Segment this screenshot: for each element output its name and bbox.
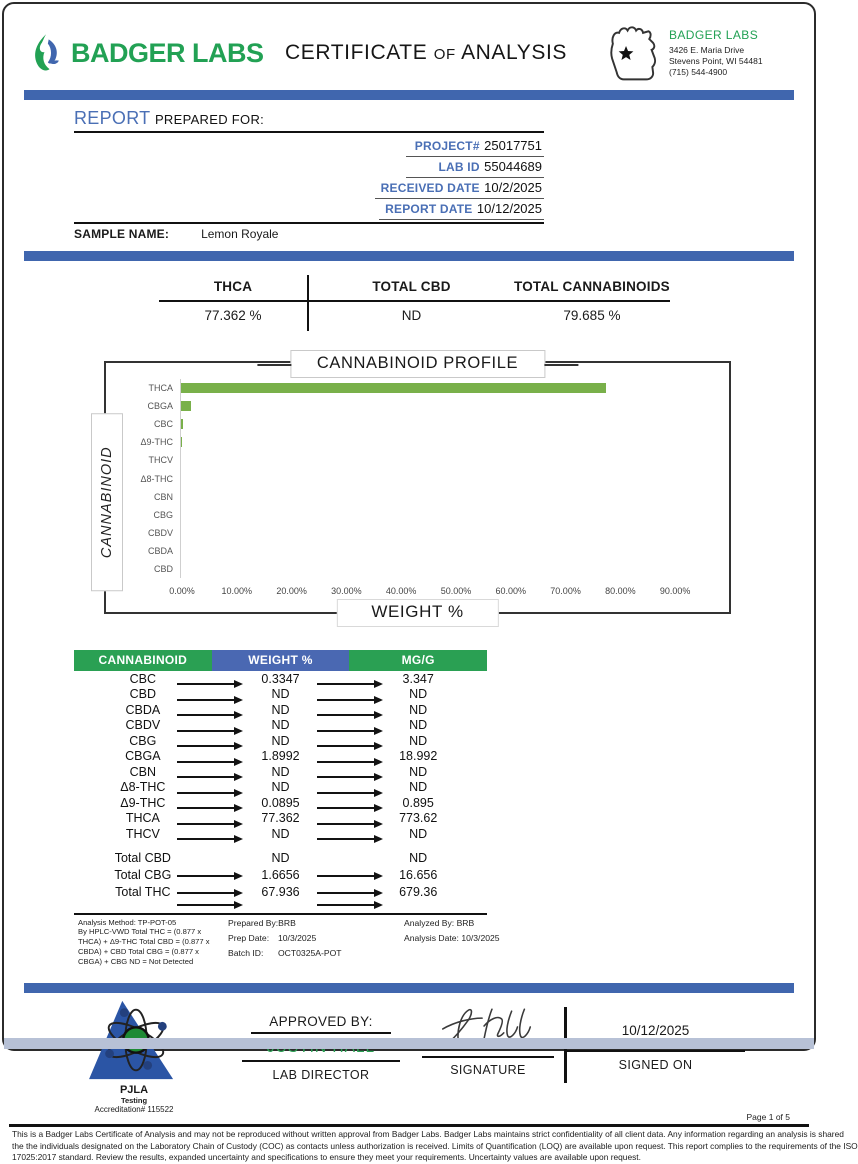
signature-label: SIGNATURE (450, 1062, 526, 1077)
report-fields (74, 137, 544, 220)
weight-value: 0.0895 (261, 795, 300, 810)
analyte-name: CBN (129, 764, 157, 779)
pjla-accreditation-block (74, 997, 194, 1114)
total-name: Total THC (115, 885, 171, 899)
chart-bar (181, 401, 191, 411)
signed-on-date: 10/12/2025 (567, 1013, 745, 1052)
arrow-icon (317, 730, 381, 732)
divider-bar (24, 983, 794, 993)
chart-plot-area (108, 379, 719, 596)
total-weight-value: 67.936 (261, 885, 300, 899)
logo-text: BADGER LABS (71, 37, 264, 68)
header (30, 22, 790, 84)
chart-x-axis-label: WEIGHT % (336, 599, 498, 627)
analyte-name: THCV (125, 826, 160, 841)
weight-value: ND (271, 826, 290, 841)
chart-x-tick-label: 10.00% (221, 586, 253, 596)
chart-y-axis-label-box (91, 413, 123, 591)
table-row (74, 702, 487, 718)
total-mgg-value: ND (409, 851, 428, 865)
arrow-icon (177, 776, 241, 778)
analysis-method-block (78, 918, 220, 967)
arrow-icon (177, 699, 241, 701)
signed-on-label: SIGNED ON (618, 1057, 693, 1072)
chart-bar-track (180, 506, 719, 524)
column-header-weight: WEIGHT % (212, 650, 350, 671)
chart-x-tick-label: 20.00% (276, 586, 307, 596)
chart-bar-track (180, 415, 719, 433)
total-weight-value: ND (271, 851, 290, 865)
chart-title: CANNABINOID PROFILE (290, 350, 545, 378)
sample-name-label: SAMPLE NAME: (74, 227, 170, 241)
summary-value: ND (401, 308, 422, 323)
report-field-value: 25017751 (484, 138, 542, 153)
prepared-by-block (228, 918, 378, 967)
arrow-icon (317, 875, 381, 877)
chart-bar (181, 419, 183, 429)
chart-category-label: Δ9-THC (140, 437, 173, 448)
weight-value: ND (271, 718, 290, 733)
chart-bar-track (180, 397, 719, 415)
total-mgg-value: 16.656 (399, 868, 438, 882)
mgg-value: 773.62 (399, 811, 438, 826)
chart-y-axis-label: CANNABINOID (99, 445, 115, 558)
table-row (74, 764, 487, 780)
sample-name-row (74, 222, 544, 241)
chart-category-label: Δ8-THC (140, 473, 173, 484)
prepared-by-value: BRB (278, 917, 296, 928)
chart-bar-row (108, 542, 719, 560)
chart-bar-track (180, 488, 719, 506)
table-total-row (74, 867, 487, 884)
table-total-row (74, 850, 487, 867)
table-row (74, 733, 487, 749)
weight-value: 77.362 (261, 811, 300, 826)
arrow-icon (317, 714, 381, 716)
chart-x-tick-label: 90.00% (659, 586, 691, 596)
arrow-icon (177, 807, 241, 809)
pjla-testing-label: Testing (120, 1095, 148, 1105)
table-bottom-rule (74, 913, 487, 915)
report-title-word: REPORT (74, 108, 151, 128)
report-field-row (74, 137, 544, 157)
arrow-icon (177, 823, 241, 825)
chart-bar-row (108, 560, 719, 578)
cannabinoid-profile-chart (99, 354, 731, 621)
chart-bar-row (108, 524, 719, 542)
mgg-value: 0.895 (402, 795, 434, 810)
summary-header: THCA (159, 275, 307, 302)
table-row (74, 780, 487, 796)
arrow-icon (177, 714, 241, 716)
disclaimer-line: This is a Badger Labs Certificate of Analysis and may not be reproduced without written approval from Badger Labs. Badger Labs maintains strict confidentiality of all client data. Any information regarding an analysis is shared (12, 1128, 844, 1139)
prep-date-label: Prep Date: (228, 932, 270, 943)
chart-bar-row (108, 397, 719, 415)
chart-category-label: CBN (153, 491, 173, 502)
results-table-totals (74, 850, 487, 901)
analyte-name: CBD (129, 687, 157, 702)
chart-category-label: CBDV (147, 527, 173, 538)
report-section-title (74, 108, 544, 133)
chart-bar-track (180, 451, 719, 469)
approved-by-label: APPROVED BY: (251, 1014, 390, 1034)
arrow-icon (177, 892, 241, 894)
mgg-value: 18.992 (399, 749, 438, 764)
report-field-label: PROJECT# (414, 139, 480, 153)
methods-section (78, 918, 814, 967)
prepared-by-label: Prepared By: (228, 917, 279, 928)
footer-disclaimer (9, 1124, 858, 1164)
chart-bar-track (180, 379, 719, 397)
disclaimer-line: 17025:2017 standard. Review the results, expanded uncertainty and specifications to ensure they meet your requirements. Uncertainty values are available upon request. (12, 1152, 641, 1163)
report-field-value: 55044689 (484, 159, 542, 174)
pjla-accreditation-number: Accreditation# 115522 (94, 1104, 174, 1114)
page-title (250, 41, 602, 65)
chart-bar (181, 383, 606, 393)
wisconsin-map-icon (602, 21, 664, 85)
arrow-icon (177, 745, 241, 747)
analyte-name: CBDV (125, 718, 161, 733)
leaf-icon (30, 32, 64, 74)
table-row (74, 811, 487, 827)
lab-address-line1: 3426 E. Maria Drive (669, 44, 745, 55)
arrow-icon (317, 792, 381, 794)
analysis-method: Analysis Method: TP-POT-05 (78, 917, 177, 927)
method-description: By HPLC-VWD Total THC = (0.877 x THCA) + Δ9-THC Total CBD = (0.877 x CBDA) + CBD Total CBG = (0.877 x CBGA) + CBG ND = Not Detected (78, 927, 210, 966)
chart-bar-row (108, 415, 719, 433)
lab-name: BADGER LABS (669, 28, 759, 43)
report-field-row (74, 179, 544, 199)
chart-bars (108, 379, 719, 578)
chart-bar (181, 437, 182, 447)
chart-bar-row (108, 469, 719, 487)
report-field-label: RECEIVED DATE (380, 181, 480, 195)
table-row (74, 795, 487, 811)
weight-value: ND (271, 764, 290, 779)
chart-category-label: CBC (153, 419, 173, 430)
mgg-value: ND (409, 780, 428, 795)
prep-date-value: 10/3/2025 (278, 932, 317, 943)
results-table-rows (74, 671, 487, 842)
arrow-icon (177, 838, 241, 840)
report-field-row (74, 200, 544, 220)
trailing-arrows-row (74, 901, 487, 911)
chart-bar-row (108, 451, 719, 469)
batch-id-label: Batch ID: (228, 947, 264, 958)
chart-bar-row (108, 506, 719, 524)
chart-category-label: CBG (153, 509, 173, 520)
chart-x-tick-label: 40.00% (385, 586, 417, 596)
divider-bar (24, 90, 794, 100)
chart-x-tick-label: 30.00% (331, 586, 362, 596)
certificate-page (2, 2, 858, 1163)
lab-phone: (715) 544-4900 (669, 66, 728, 77)
page-bottom-strip (4, 1038, 814, 1049)
arrow-icon (177, 875, 241, 877)
report-field-label: LAB ID (438, 160, 480, 174)
analyzed-by-value: BRB (456, 917, 475, 928)
analyzed-by-block (404, 918, 564, 967)
mgg-value: ND (409, 718, 428, 733)
chart-bar-row (108, 379, 719, 397)
weight-value: ND (271, 702, 290, 717)
chart-bar-track (180, 542, 719, 560)
chart-category-label: THCV (148, 455, 173, 466)
mgg-value: ND (409, 687, 428, 702)
chart-x-tick-label: 50.00% (440, 586, 472, 596)
total-weight-value: 1.6656 (261, 868, 300, 882)
batch-id-value: OCT0325A-POT (278, 947, 342, 958)
chart-x-tick-label: 70.00% (550, 586, 581, 596)
table-total-row (74, 884, 487, 901)
summary-table (159, 275, 814, 331)
sample-name-value: Lemon Royale (201, 227, 279, 241)
arrow-icon (317, 892, 381, 894)
report-field-value: 10/12/2025 (476, 201, 542, 216)
chart-bar-row (108, 433, 719, 451)
analyzed-by-label: Analyzed By: (404, 917, 455, 928)
chart-x-axis-ticks (169, 586, 719, 600)
total-name: Total CBD (114, 851, 171, 865)
column-header-cannabinoid: CANNABINOID (74, 650, 212, 671)
badger-labs-logo (30, 32, 264, 74)
title-word-certificate: CERTIFICATE (284, 41, 428, 64)
arrow-icon (317, 699, 381, 701)
arrow-icon (317, 838, 381, 840)
analyte-name: Δ8-THC (120, 780, 166, 795)
summary-header: TOTAL CBD (309, 275, 514, 302)
arrow-icon (317, 823, 381, 825)
total-name: Total CBG (114, 868, 172, 882)
total-mgg-value: 679.36 (399, 885, 438, 899)
title-word-analysis: ANALYSIS (461, 41, 568, 64)
analyte-name: Δ9-THC (120, 795, 166, 810)
table-row (74, 671, 487, 687)
arrow-icon (317, 683, 381, 685)
chart-x-tick-label: 0.00% (169, 586, 195, 596)
chart-category-label: THCA (148, 383, 173, 394)
weight-value: ND (271, 687, 290, 702)
analyte-name: CBC (129, 671, 157, 686)
arrow-icon (177, 904, 241, 906)
summary-column (159, 275, 309, 331)
lab-address-line2: Stevens Point, WI 54481 (669, 55, 763, 66)
arrow-icon (317, 904, 381, 906)
arrow-icon (317, 776, 381, 778)
analysis-date-value: 10/3/2025 (461, 932, 500, 943)
summary-value: 77.362 % (204, 308, 262, 323)
chart-bar-track (180, 524, 719, 542)
lab-contact-block (602, 21, 790, 85)
weight-value: 0.3347 (261, 671, 300, 686)
results-table-header (74, 650, 487, 671)
report-field-value: 10/2/2025 (484, 180, 542, 195)
weight-value: ND (271, 780, 290, 795)
summary-value: 79.685 % (563, 308, 621, 323)
summary-column (514, 275, 670, 331)
chart-category-label: CBD (153, 563, 173, 574)
weight-value: ND (271, 733, 290, 748)
analyte-name: CBDA (125, 702, 161, 717)
arrow-icon (317, 807, 381, 809)
weight-value: 1.8992 (261, 749, 300, 764)
arrow-icon (317, 745, 381, 747)
chart-bar-row (108, 488, 719, 506)
arrow-icon (177, 761, 241, 763)
mgg-value: ND (409, 826, 428, 841)
arrow-icon (317, 761, 381, 763)
summary-header: TOTAL CANNABINOIDS (514, 275, 670, 302)
arrow-icon (177, 683, 241, 685)
analyte-name: CBG (129, 733, 157, 748)
disclaimer-line: the the individuals designated on the Laboratory Chain of Custody (COC) as contacts unless authorization is received. Limits of Quantification (LOQ) are available upon request. This report complies to the requirements of the ISO (12, 1140, 858, 1151)
chart-x-tick-label: 80.00% (605, 586, 636, 596)
approval-section (74, 997, 814, 1122)
title-word-of: OF (433, 46, 456, 63)
chart-bar-track (180, 469, 719, 487)
report-field-label: REPORT DATE (385, 202, 473, 216)
table-row (74, 718, 487, 734)
results-table (74, 650, 487, 915)
table-row (74, 687, 487, 703)
arrow-icon (177, 730, 241, 732)
analyte-name: CBGA (125, 749, 161, 764)
chart-bar-track (180, 433, 719, 451)
arrow-icon (177, 792, 241, 794)
approver-title: LAB DIRECTOR (272, 1067, 370, 1082)
chart-category-label: CBDA (147, 545, 173, 556)
table-row (74, 826, 487, 842)
column-header-mgg: MG/G (349, 650, 487, 671)
pjla-name: PJLA (119, 1083, 149, 1096)
mgg-value: ND (409, 702, 428, 717)
page-number: Page 1 of 5 (746, 1111, 790, 1122)
mgg-value: ND (409, 733, 428, 748)
mgg-value: 3.347 (402, 671, 434, 686)
chart-x-tick-label: 60.00% (495, 586, 527, 596)
mgg-value: ND (409, 764, 428, 779)
divider-bar (24, 251, 794, 261)
summary-column (309, 275, 514, 331)
analysis-date-label: Analysis Date: (404, 932, 459, 943)
analyte-name: THCA (125, 811, 160, 826)
chart-category-label: CBGA (147, 401, 173, 412)
report-section (74, 108, 544, 241)
report-field-row (74, 158, 544, 178)
table-row (74, 749, 487, 765)
report-subtitle: PREPARED FOR: (154, 112, 265, 127)
chart-bar-track (180, 560, 719, 578)
